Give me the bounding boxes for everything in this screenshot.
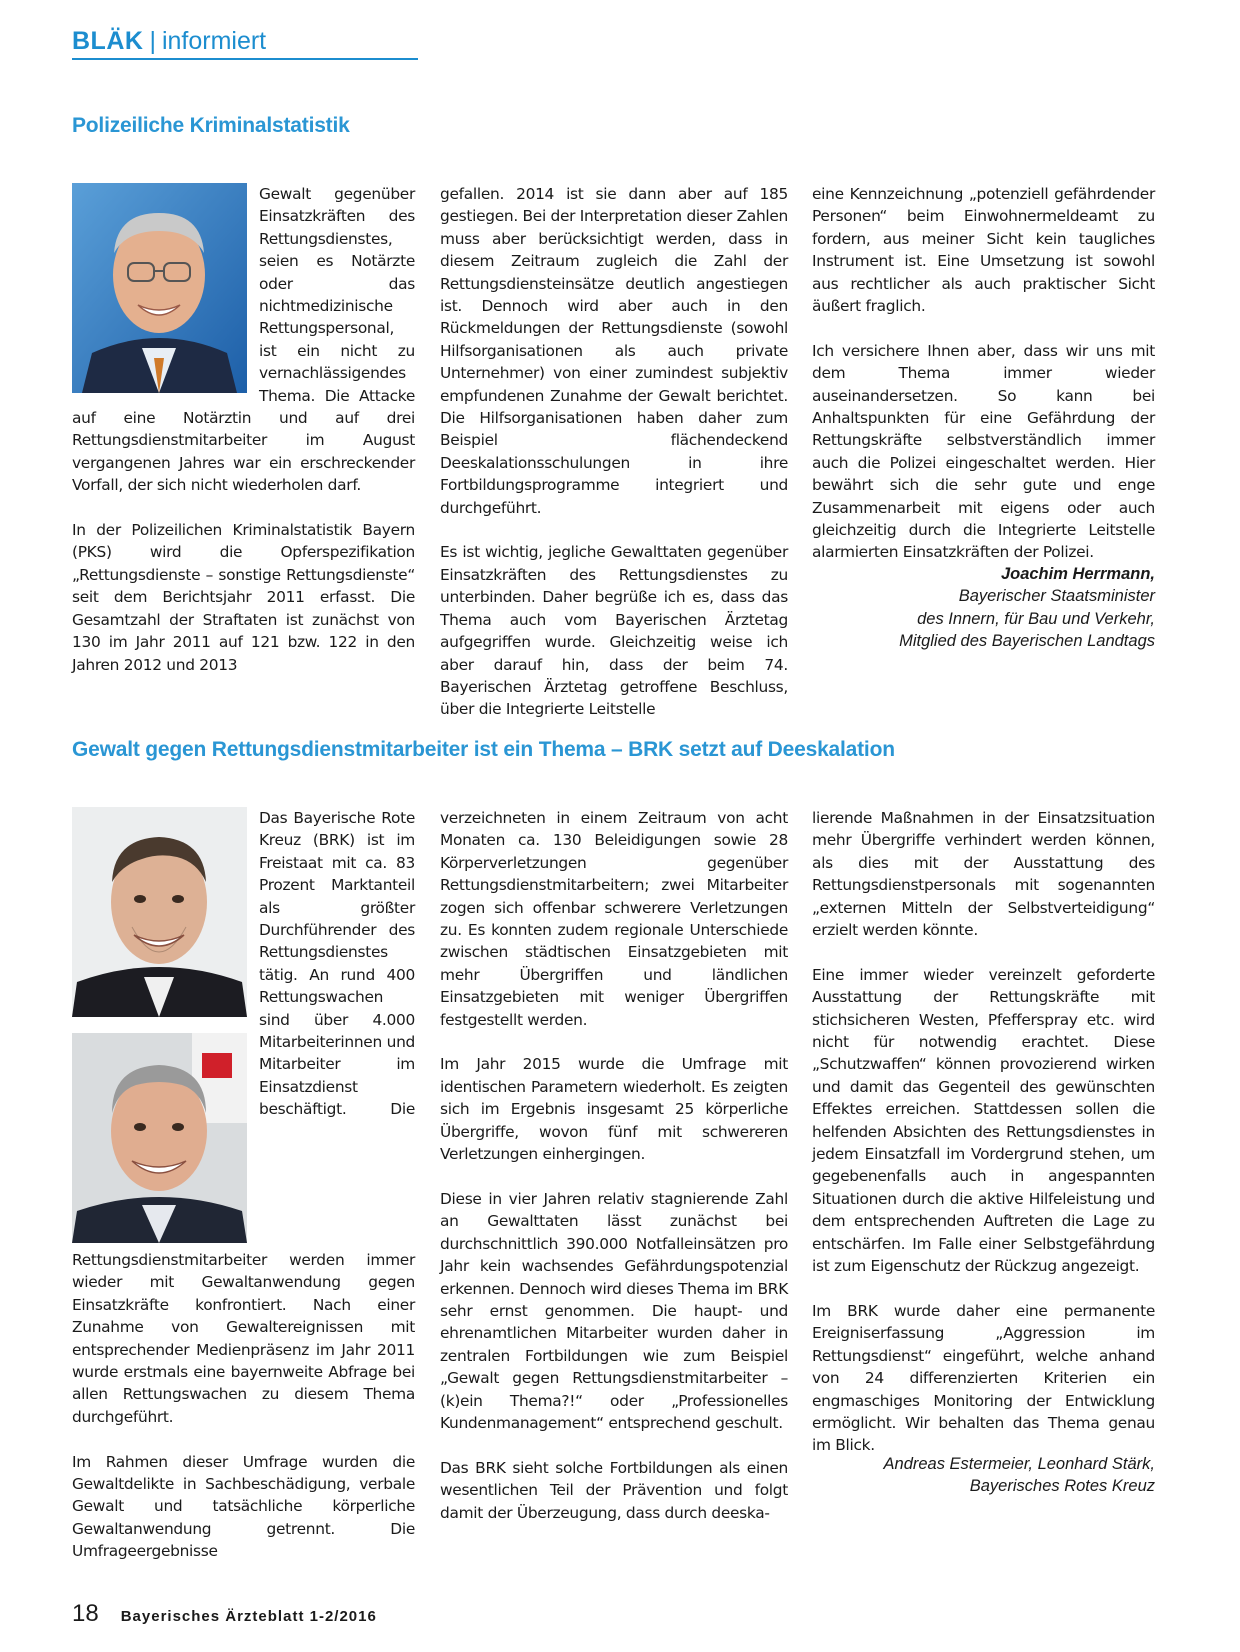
- section2-column-2: [440, 807, 788, 1524]
- brand-label: BLÄK: [72, 27, 144, 55]
- header-separator: |: [149, 27, 156, 55]
- paragraph: Diese in vier Jahren relativ stagnierende Zahl an Gewalttaten lässt zunächst bei durchschnittlich 390.000 Notfalleinsätzen pro Jahr kein wachsendes Gefährdungspotenzial erkennen. Dennoch wird dieses Thema im BRK sehr ernst genommen. Die haupt- und ehrenamtlichen Mitarbeiter wurden daher in zentralen Fortbildungen wie zum Beispiel „Gewalt gegen Rettungsdienstmitarbeiter – (k)ein Thema?!“ oder „Professionelles Kundenmanagement“ entsprechend geschult.: [440, 1189, 788, 1432]
- page-footer: [72, 1600, 377, 1628]
- paragraph: In der Polizeilichen Kriminalstatistik Bayern (PKS) wird die Opferspezifikation „Rettungsdienste – sonstige Rettungsdienste“ seit dem Berichtsjahr 2011 erfasst. Die Gesamtzahl der Straftaten ist zunächst von 130 im Jahr 2011 auf 121 bzw. 122 in den Jahren 2012 und 2013: [72, 521, 415, 674]
- paragraph: Im Jahr 2015 wurde die Umfrage mit identischen Parametern wiederholt. Es zeigten sich im Ergebnis insgesamt 25 körperliche Übergriffe, wovon fünf mit schwereren Verletzungen einhergingen.: [440, 1055, 788, 1164]
- paragraph: lierende Maßnahmen in der Einsatzsituation mehr Übergriffe verhindert werden können, als dies mit der Ausstattung des Rettungsdienstpersonals mit sogenannten „externen Mitteln der Selbstverteidigung“ erzielt werden könnte.: [812, 809, 1155, 940]
- header-subtitle: informiert: [161, 27, 267, 55]
- signature-line: Bayerisches Rotes Kreuz: [969, 1477, 1155, 1496]
- page-number: 18: [72, 1600, 99, 1627]
- paragraph: Es ist wichtig, jegliche Gewalttaten gegenüber Einsatzkräften des Rettungsdienstes zu unterbinden. Daher begrüße ich es, dass das Thema auch vom Bayerischen Ärztetag aufgegriffen wurde. Gleichzeitig weise ich aber darauf hin, dass der beim 74. Bayerischen Ärztetag getroffene Beschluss, über die Integrierte Leitstelle: [440, 543, 788, 719]
- paragraph: Das Bayerische Rote Kreuz (BRK) ist im Freistaat mit ca. 83 Prozent Marktanteil als größter Durchführender des Rettungsdienstes tätig. An rund 400 Rettungswachen sind über 4.000 Mitarbeiterinnen und Mitarbeiter im Einsatzdienst beschäftigt. Die Rettungsdienstmitarbeiter werden immer wieder mit Gewaltanwendung gegen Einsatzkräfte konfrontiert. Nach einer Zunahme von Gewaltereignissen mit entsprechender Medienpräsenz im Jahr 2011 wurde erstmals eine bayernweite Abfrage bei allen Rettungswachen zu diesem Thema durchgeführt.: [72, 809, 415, 1426]
- header-rule: [72, 58, 418, 60]
- paragraph: Das BRK sieht solche Fortbildungen als einen wesentlichen Teil der Prävention und folgt damit der Überzeugung, dass durch deeska-: [440, 1458, 788, 1522]
- signature-line: Mitglied des Bayerischen Landtags: [899, 632, 1155, 651]
- section2-column-1: [72, 807, 415, 1563]
- portrait-estermeier: [72, 807, 247, 1017]
- section1-title: Polizeiliche Kriminalstatistik: [72, 114, 350, 137]
- section1-column-1: [72, 183, 415, 676]
- paragraph: verzeichneten in einem Zeitraum von acht Monaten ca. 130 Beleidigungen sowie 28 Körperverletzungen gegenüber Rettungsdienstmitarbeitern; zwei Mitarbeiter zogen sich offenbar schwerere Verletzungen zu. Es konnten zudem regionale Unterschiede zwischen städtischen Einsatzgebieten mit mehr Übergriffen und ländlichen Einsatzgebieten mit weniger Übergriffen festgestellt werden.: [440, 809, 788, 1029]
- portrait-staerk: [72, 1033, 247, 1243]
- paragraph: Gewalt gegenüber Einsatzkräften des Rettungsdienstes, seien es Notärzte oder das nichtmedizinische Rettungspersonal, ist ein nicht zu vernachlässigendes Thema. Die Attacke auf eine Notärztin und auf drei Rettungsdienstmitarbeiter im August vergangenen Jahres war ein erschreckender Vorfall, der sich nicht wiederholen darf.: [72, 185, 415, 495]
- paragraph: Eine immer wieder vereinzelt geforderte Ausstattung der Rettungskräfte mit stichsicheren Westen, Pfefferspray etc. wird nicht für notwendig erachtet. Diese „Schutzwaffen“ können provozierend wirken und damit das Gegenteil des gewünschten Effektes erreichen. Stattdessen sollen die helfenden Absichten des Rettungsdienstes in jedem Einsatzfall im Vordergrund stehen, um gegebenenfalls auch in angespannten Situationen durch die aktive Hilfeleistung und dem entsprechenden Auftreten die Lage zu entschärfen. Im Falle einer Selbstgefährdung ist zum Eigenschutz der Rückzug angezeigt.: [812, 965, 1155, 1276]
- paragraph: gefallen. 2014 ist sie dann aber auf 185 gestiegen. Bei der Interpretation dieser Zahlen muss aber berücksichtigt werden, dass in diesem Zeitraum zugleich die Zahl der Rettungsdiensteinsätze deutlich angestiegen ist. Dennoch wird aber auch in den Rückmeldungen der Rettungsdienste (sowohl Hilfsorganisationen als auch private Unternehmer) von einer zumindest subjektiv empfundenen Zunahme der Gewalt berichtet. Die Hilfsorganisationen haben daher zum Beispiel flächendeckend Deeskalationsschulungen in ihre Fortbildungsprogramme integriert und durchgeführt.: [440, 185, 789, 517]
- portrait-herrmann: [72, 183, 247, 393]
- section1-column-3: [812, 183, 1155, 564]
- signature-line: Andreas Estermeier, Leonhard Stärk,: [883, 1455, 1155, 1473]
- paragraph: Ich versichere Ihnen aber, dass wir uns mit dem Thema immer wieder auseinandersetzen. So kann bei Anhaltspunkten für eine Gefährdung der Rettungskräfte selbstverständlich immer auch die Polizei eingeschaltet werden. Hier bewährt sich die sehr gute und enge Zusammenarbeit mit eigens oder auch gleichzeitig durch die Integrierte Leitstelle alarmierten Einsatzkräften der Polizei.: [812, 341, 1155, 562]
- journal-issue: Bayerisches Ärzteblatt 1-2/2016: [120, 1608, 377, 1625]
- signature-line: des Innern, für Bau und Verkehr,: [917, 609, 1155, 628]
- section1-column-2: [440, 183, 788, 721]
- paragraph: Im Rahmen dieser Umfrage wurden die Gewaltdelikte in Sachbeschädigung, verbale Gewalt und tatsächliche körperliche Gewaltanwendung getrennt. Die Umfrageergebnisse: [72, 1452, 415, 1561]
- magazine-header: [72, 26, 266, 56]
- section2-column-3: [812, 807, 1155, 1457]
- paragraph: Im BRK wurde daher eine permanente Ereigniserfassung „Aggression im Rettungsdienst“ eingeführt, welche anhand von 24 differenzierten Kriterien ein engmaschiges Monitoring der Entwicklung ermöglicht. Wir behalten das Thema genau im Blick.: [812, 1301, 1155, 1455]
- signature-line: Bayerischer Staatsminister: [958, 587, 1155, 606]
- section1-signature: [795, 563, 1155, 653]
- section2-title: Gewalt gegen Rettungsdienstmitarbeiter ist ein Thema – BRK setzt auf Deeskalation: [72, 738, 895, 761]
- paragraph: eine Kennzeichnung „potenziell gefährdender Personen“ beim Einwohnermeldeamt zu fordern, aus meiner Sicht kein taugliches Instrument ist. Eine Umsetzung ist sowohl aus rechtlicher als auch praktischer Sicht äußert fraglich.: [812, 185, 1155, 316]
- signature-line: Joachim Herrmann,: [1000, 565, 1155, 583]
- section2-signature: [735, 1453, 1155, 1498]
